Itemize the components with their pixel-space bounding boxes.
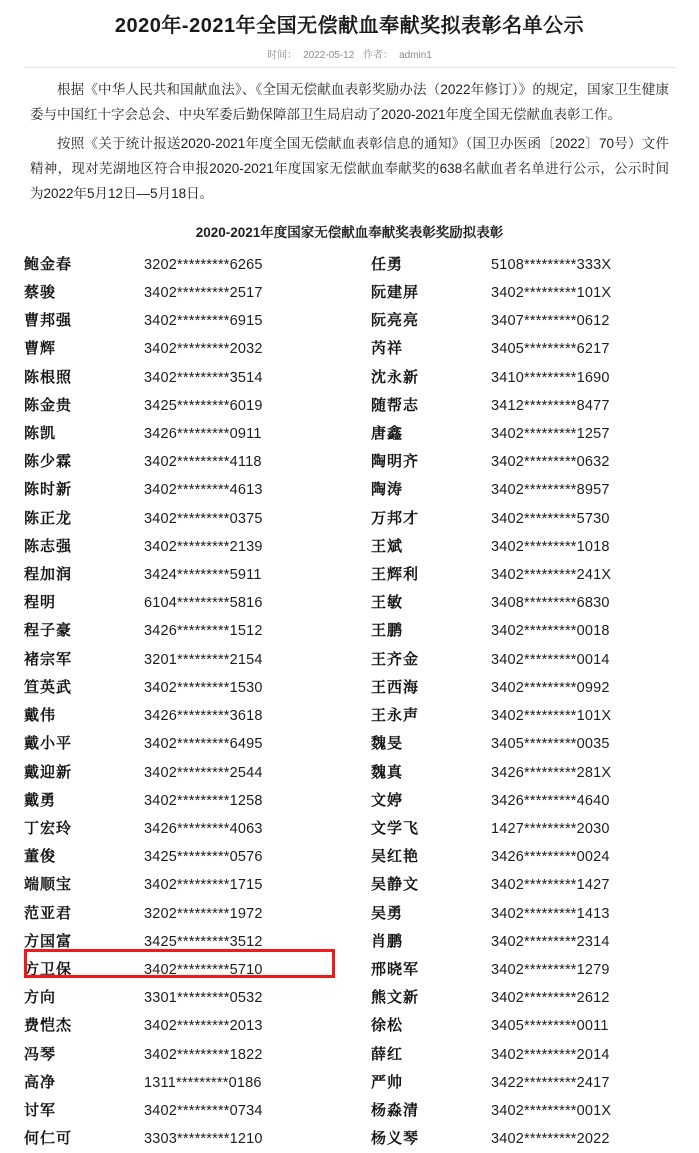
left-id: 3426*********1512 <box>144 623 263 640</box>
right-name: 徐松 <box>371 1017 404 1035</box>
left-name: 丁宏玲 <box>24 819 73 837</box>
left-id: 1311*********0186 <box>144 1074 262 1091</box>
right-name: 薛红 <box>371 1045 404 1063</box>
left-name: 讨军 <box>24 1101 57 1119</box>
table-row <box>24 589 696 617</box>
right-id: 3402*********2014 <box>491 1046 610 1063</box>
table-row <box>24 1097 696 1125</box>
table-row <box>24 956 696 984</box>
right-name: 唐鑫 <box>371 425 404 443</box>
right-name: 阮亮亮 <box>371 312 420 330</box>
left-name: 董俊 <box>24 848 57 866</box>
left-id: 3402*********3514 <box>144 369 263 386</box>
right-name: 王西海 <box>371 678 420 696</box>
right-name: 王永声 <box>371 707 420 725</box>
right-id: 3402*********2314 <box>491 933 610 950</box>
left-id: 3301*********0532 <box>144 990 263 1007</box>
meta-author-value: admin1 <box>399 50 432 61</box>
column-gap <box>349 561 371 589</box>
table-row <box>24 646 696 674</box>
column-gap <box>349 730 371 758</box>
column-gap <box>349 307 371 335</box>
right-name: 王敏 <box>371 594 404 612</box>
left-name: 何仁可 <box>24 1130 73 1148</box>
left-id: 3402*********2544 <box>144 764 263 781</box>
left-id: 3402*********6495 <box>144 736 263 753</box>
left-name: 方向 <box>24 989 57 1007</box>
right-name: 文学飞 <box>371 819 420 837</box>
table-row <box>24 251 696 279</box>
left-id: 3402*********4613 <box>144 482 263 499</box>
table-row <box>24 1069 696 1097</box>
left-name: 褚宗军 <box>24 650 73 668</box>
left-id: 3426*********4063 <box>144 820 263 837</box>
column-gap <box>349 1125 371 1153</box>
right-name: 随帮志 <box>371 396 420 414</box>
table-row <box>24 392 696 420</box>
right-name: 任勇 <box>371 255 404 273</box>
page-title: 2020年-2021年全国无偿献血奉献奖拟表彰名单公示 <box>114 15 585 37</box>
right-name: 陶涛 <box>371 481 404 499</box>
header-divider <box>24 67 675 68</box>
honoree-table <box>24 251 696 1153</box>
left-name: 范亚君 <box>24 904 73 922</box>
left-id: 3402*********0375 <box>144 510 263 527</box>
right-id: 3402*********8957 <box>491 482 610 499</box>
table-row <box>24 335 696 363</box>
left-name: 戴伟 <box>24 707 57 725</box>
right-id: 3402*********0992 <box>491 679 610 696</box>
left-name: 鲍金春 <box>24 255 73 273</box>
left-id: 3425*********3512 <box>144 933 263 950</box>
right-name: 王齐金 <box>371 650 420 668</box>
right-name: 肖鹏 <box>371 932 404 950</box>
right-id: 3402*********2022 <box>491 1131 610 1148</box>
column-gap <box>349 956 371 984</box>
table-row <box>24 533 696 561</box>
table-row <box>24 561 696 589</box>
left-id: 3202*********1972 <box>144 905 263 922</box>
left-name: 方卫保 <box>24 960 73 978</box>
column-gap <box>349 1069 371 1097</box>
table-row <box>24 1012 696 1040</box>
right-name: 文婷 <box>371 791 404 809</box>
left-id: 6104*********5816 <box>144 595 263 612</box>
left-id: 3425*********6019 <box>144 397 263 414</box>
column-gap <box>349 251 371 279</box>
table-row <box>24 617 696 645</box>
right-name: 吴勇 <box>371 904 404 922</box>
left-id: 3426*********3618 <box>144 708 263 725</box>
table-row <box>24 730 696 758</box>
left-name: 曹邦强 <box>24 312 73 330</box>
table-caption: 2020-2021年度国家无偿献血奉献奖表彰奖励拟表彰 <box>195 224 504 240</box>
meta-time-value: 2022-05-12 <box>303 50 355 61</box>
column-gap <box>349 843 371 871</box>
left-name: 程明 <box>24 594 57 612</box>
honoree-table-body <box>24 251 696 1153</box>
left-name: 程加润 <box>24 566 73 584</box>
right-id: 3402*********0632 <box>491 454 610 471</box>
left-name: 陈志强 <box>24 537 73 555</box>
right-name: 魏旻 <box>371 735 404 753</box>
column-gap <box>349 505 371 533</box>
column-gap <box>349 674 371 702</box>
column-gap <box>349 533 371 561</box>
right-id: 3412*********8477 <box>491 397 610 414</box>
right-name: 邢晓军 <box>371 960 420 978</box>
table-row <box>24 984 696 1012</box>
left-name: 高净 <box>24 1073 57 1091</box>
right-id: 3410*********1690 <box>491 369 610 386</box>
left-id: 3425*********0576 <box>144 849 263 866</box>
left-name: 程子豪 <box>24 622 73 640</box>
left-id: 3402*********2013 <box>144 1018 263 1035</box>
right-name: 王辉利 <box>371 566 420 584</box>
left-name: 冯琴 <box>24 1045 57 1063</box>
left-name: 戴勇 <box>24 791 57 809</box>
left-id: 3402*********1715 <box>144 877 263 894</box>
left-name: 陈凯 <box>24 425 57 443</box>
right-id: 3408*********6830 <box>491 595 610 612</box>
left-id: 3402*********0734 <box>144 1102 263 1119</box>
right-name: 王鹏 <box>371 622 404 640</box>
column-gap <box>349 646 371 674</box>
right-id: 3402*********1427 <box>491 877 610 894</box>
right-id: 3402*********0018 <box>491 623 610 640</box>
table-row <box>24 759 696 787</box>
right-name: 王斌 <box>371 537 404 555</box>
meta-author-label: 作者： <box>363 50 394 61</box>
table-row <box>24 815 696 843</box>
right-id: 3402*********1018 <box>491 538 610 555</box>
left-id: 3303*********1210 <box>144 1131 263 1148</box>
paragraph-1: 根据《中华人民共和国献血法》、《全国无偿献血表彰奖励办法（2022年修订）》的规定，国家卫生健康委与中国红十字会总会、中央军委后勤保障部卫生局启动了2020-2021年度全国无偿献血表彰工作。 <box>30 82 669 122</box>
left-id: 3402*********1530 <box>144 679 263 696</box>
left-name: 方国富 <box>24 932 73 950</box>
column-gap <box>349 589 371 617</box>
right-id: 3402*********2612 <box>491 990 610 1007</box>
right-name: 魏真 <box>371 763 404 781</box>
document-meta <box>24 46 675 61</box>
right-id: 3405*********0011 <box>491 1018 609 1035</box>
right-id: 3402*********001X <box>491 1102 612 1119</box>
right-name: 吴静文 <box>371 876 420 894</box>
right-id: 3402*********1257 <box>491 426 610 443</box>
left-id: 3402*********2139 <box>144 538 263 555</box>
table-row <box>24 787 696 815</box>
left-name: 端顺宝 <box>24 876 73 894</box>
column-gap <box>349 928 371 956</box>
table-row <box>24 928 696 956</box>
column-gap <box>349 335 371 363</box>
table-row <box>24 307 696 335</box>
right-name: 沈永新 <box>371 368 420 386</box>
table-row <box>24 702 696 730</box>
right-id: 3405*********0035 <box>491 736 610 753</box>
column-gap <box>349 984 371 1012</box>
right-name: 陶明齐 <box>371 453 420 471</box>
table-row <box>24 279 696 307</box>
table-row <box>24 674 696 702</box>
right-id: 3402*********5730 <box>491 510 610 527</box>
column-gap <box>349 279 371 307</box>
column-gap <box>349 364 371 392</box>
right-id: 1427*********2030 <box>491 820 610 837</box>
right-id: 3402*********1279 <box>491 961 610 978</box>
column-gap <box>349 1097 371 1125</box>
right-id: 3426*********281X <box>491 764 612 781</box>
left-id: 3402*********2032 <box>144 341 263 358</box>
table-row <box>24 871 696 899</box>
left-name: 费恺杰 <box>24 1017 73 1035</box>
left-name: 戴小平 <box>24 735 73 753</box>
right-name: 吴红艳 <box>371 848 420 866</box>
column-gap <box>349 617 371 645</box>
left-name: 陈正龙 <box>24 509 73 527</box>
column-gap <box>349 1012 371 1040</box>
left-name: 曹辉 <box>24 340 57 358</box>
left-name: 陈时新 <box>24 481 73 499</box>
right-name: 严帅 <box>371 1073 404 1091</box>
column-gap <box>349 815 371 843</box>
paragraph-2: 按照《关于统计报送2020-2021年度全国无偿献血表彰信息的通知》（国卫办医函〔2022〕70号）文件精神，现对芜湖地区符合申报2020-2021年度国家无偿献血奉献奖的638名献血者名单进行公示，公示时间为2022年5月12日—5月18日。 <box>30 135 669 201</box>
table-row <box>24 900 696 928</box>
right-name: 杨淼清 <box>371 1101 420 1119</box>
table-row <box>24 505 696 533</box>
column-gap <box>349 900 371 928</box>
right-name: 熊文新 <box>371 989 420 1007</box>
right-id: 3402*********101X <box>491 285 612 302</box>
left-name: 陈少霖 <box>24 453 73 471</box>
left-name: 笪英武 <box>24 678 73 696</box>
right-id: 3407*********0612 <box>491 313 610 330</box>
table-row <box>24 420 696 448</box>
left-id: 3424*********5911 <box>144 567 262 584</box>
table-row <box>24 364 696 392</box>
column-gap <box>349 392 371 420</box>
left-id: 3402*********2517 <box>144 285 263 302</box>
right-name: 阮建屏 <box>371 284 420 302</box>
column-gap <box>349 787 371 815</box>
right-id: 3402*********1413 <box>491 905 610 922</box>
left-id: 3402*********5710 <box>144 961 263 978</box>
table-row <box>24 1041 696 1069</box>
left-name: 蔡骏 <box>24 284 57 302</box>
left-id: 3202*********6265 <box>144 256 263 273</box>
table-row-highlighted <box>24 1125 696 1153</box>
left-name: 陈根照 <box>24 368 73 386</box>
column-gap <box>349 1041 371 1069</box>
right-id: 3426*********0024 <box>491 849 610 866</box>
column-gap <box>349 476 371 504</box>
column-gap <box>349 702 371 730</box>
left-id: 3402*********4118 <box>144 454 262 471</box>
table-row <box>24 476 696 504</box>
left-name: 陈金贵 <box>24 396 73 414</box>
right-id: 3426*********4640 <box>491 792 610 809</box>
column-gap <box>349 448 371 476</box>
right-id: 5108*********333X <box>491 256 612 273</box>
table-row <box>24 448 696 476</box>
left-name: 戴迎新 <box>24 763 73 781</box>
right-id: 3422*********2417 <box>491 1074 610 1091</box>
left-id: 3426*********0911 <box>144 426 262 443</box>
left-id: 3201*********2154 <box>144 651 263 668</box>
meta-time-label: 时间： <box>267 50 298 61</box>
right-id: 3402*********101X <box>491 708 612 725</box>
right-name: 芮祥 <box>371 340 404 358</box>
right-name: 万邦才 <box>371 509 420 527</box>
left-id: 3402*********1822 <box>144 1046 263 1063</box>
left-id: 3402*********6915 <box>144 313 263 330</box>
right-id: 3405*********6217 <box>491 341 610 358</box>
column-gap <box>349 871 371 899</box>
left-id: 3402*********1258 <box>144 792 263 809</box>
table-row <box>24 843 696 871</box>
column-gap <box>349 420 371 448</box>
column-gap <box>349 759 371 787</box>
right-id: 3402*********241X <box>491 567 612 584</box>
right-id: 3402*********0014 <box>491 651 610 668</box>
right-name: 杨义琴 <box>371 1130 420 1148</box>
